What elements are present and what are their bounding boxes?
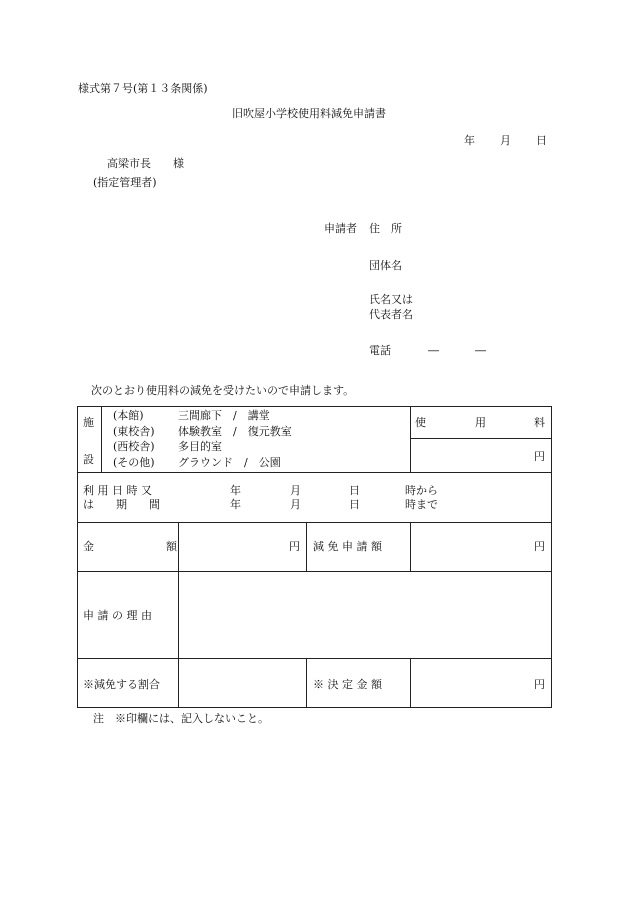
amount-input[interactable] bbox=[179, 523, 284, 571]
intro-text: 次のとおり使用料の減免を受けたいので申請します。 bbox=[91, 384, 355, 397]
reduction-amount-label: 減 免 申 請 額 bbox=[313, 540, 382, 553]
period-input[interactable] bbox=[178, 473, 551, 522]
period-label-1: 利 用 日 時 又 bbox=[83, 484, 152, 497]
facility-rooms: 多目的室 bbox=[178, 440, 222, 453]
facility-rooms: グラウンド / 公園 bbox=[178, 456, 281, 469]
period-start-month: 月 bbox=[290, 484, 301, 497]
period-start-suffix: 時から bbox=[405, 484, 438, 497]
addressee-note: (指定管理者) bbox=[93, 176, 157, 189]
period-end-day: 日 bbox=[349, 498, 360, 511]
facility-building: (西校舎) bbox=[113, 440, 155, 453]
facility-rooms: 三間廊下 / 講堂 bbox=[178, 409, 270, 422]
name-label-1: 氏名又は bbox=[369, 293, 413, 306]
date-day: 日 bbox=[536, 134, 547, 147]
period-start-day: 日 bbox=[349, 484, 360, 497]
facility-building: (東校舎) bbox=[113, 425, 155, 438]
reduction-ratio-label: ※減免する割合 bbox=[83, 678, 160, 691]
amount-label-1: 金 bbox=[83, 540, 94, 553]
reason-input[interactable] bbox=[179, 572, 551, 658]
facility-building: (その他) bbox=[113, 456, 155, 469]
period-start-year: 年 bbox=[230, 484, 241, 497]
amount-yen: 円 bbox=[289, 540, 300, 553]
application-table bbox=[77, 406, 552, 708]
phone-separator: ― bbox=[475, 344, 486, 357]
reason-label: 申 請 の 理 由 bbox=[83, 609, 152, 622]
addressee: 高梁市長 様 bbox=[107, 157, 184, 170]
fee-header-3: 料 bbox=[534, 416, 545, 429]
date-year: 年 bbox=[464, 134, 475, 147]
name-label-2: 代表者名 bbox=[369, 308, 413, 321]
facility-rooms: 体験教室 / 復元教室 bbox=[178, 425, 292, 438]
form-number: 様式第７号(第１３条関係) bbox=[78, 82, 208, 95]
applicant-label: 申請者 bbox=[324, 222, 357, 235]
date-month: 月 bbox=[500, 134, 511, 147]
fee-input[interactable] bbox=[411, 439, 551, 472]
facility-building: (本館) bbox=[113, 409, 144, 422]
decided-amount-label: ※ 決 定 金 額 bbox=[313, 678, 382, 691]
reduction-amount-input[interactable] bbox=[411, 523, 529, 571]
reduction-amount-yen: 円 bbox=[534, 540, 545, 553]
fee-header-1: 使 bbox=[415, 416, 426, 429]
fee-yen: 円 bbox=[534, 450, 545, 463]
address-label: 住 所 bbox=[369, 222, 402, 235]
form-title: 旧吹屋小学校使用料減免申請書 bbox=[232, 107, 386, 120]
period-end-suffix: 時まで bbox=[405, 498, 438, 511]
period-end-month: 月 bbox=[290, 498, 301, 511]
fee-header-2: 用 bbox=[475, 416, 486, 429]
phone-separator: ― bbox=[428, 344, 439, 357]
period-label-2: は 期 間 bbox=[83, 498, 160, 511]
period-end-year: 年 bbox=[230, 498, 241, 511]
facility-label-1: 施 bbox=[83, 416, 94, 429]
decided-amount-yen: 円 bbox=[534, 678, 545, 691]
footer-note: 注 ※印欄には、記入しないこと。 bbox=[93, 712, 269, 725]
amount-label-2: 額 bbox=[166, 540, 177, 553]
phone-label: 電話 bbox=[369, 344, 391, 357]
facility-label-2: 設 bbox=[83, 453, 94, 466]
group-label: 団体名 bbox=[369, 259, 402, 272]
